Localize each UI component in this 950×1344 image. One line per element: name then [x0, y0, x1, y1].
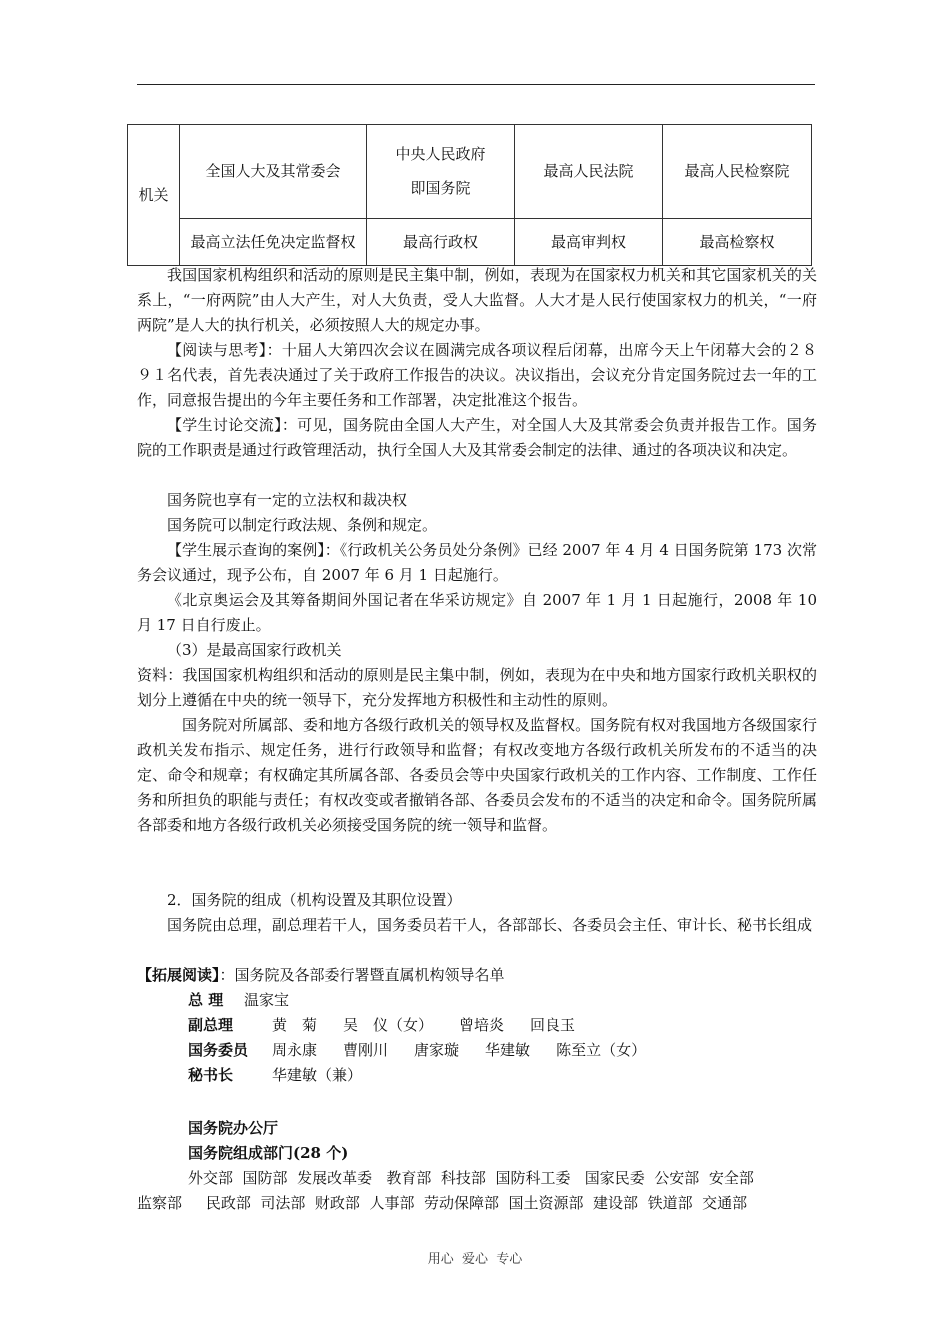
premier-label: 总 理 — [188, 991, 224, 1009]
secretary-row — [188, 1063, 362, 1088]
table-row — [128, 218, 812, 265]
vice-premier-label: 副总理 — [188, 1016, 234, 1034]
page-footer: 用心 爱心 专心 — [427, 1252, 523, 1267]
table-cell: 最高人民检察院 — [663, 125, 812, 219]
office-heading: 国务院办公厅 — [188, 1119, 279, 1137]
paragraph: 资料：我国国家机构组织和活动的原则是民主集中制，例如，表现为在中央和地方国家行政机关职权的划分上遵循在中央的统一领导下，充分发挥地方积极性和主动性的原则。 — [137, 666, 817, 709]
secretary-label: 秘书长 — [188, 1066, 234, 1084]
councilor-label: 国务委员 — [188, 1041, 249, 1059]
table-cell: 最高行政权 — [367, 218, 515, 265]
premier-name: 温家宝 — [244, 991, 290, 1009]
person-name: 曾培炎 — [459, 1016, 505, 1034]
paragraph: 国务院可以制定行政法规、条例和规定。 — [167, 516, 438, 534]
paragraph: 【阅读与思考】：十届人大第四次会议在圆满完成各项议程后闭幕，出席今天上午闭幕大会的２８９１名代表，首先表决通过了关于政府工作报告的决议。决议指出，会议充分肯定国务院过去一年的工作，同意报告提出的今年主要任务和工作部署，决定批准这个报告。 — [137, 341, 817, 409]
paragraph: 国务院也享有一定的立法权和裁决权 — [167, 491, 408, 509]
table-cell: 中央人民政府即国务院 — [367, 125, 515, 219]
paragraph: 【学生展示查询的案例】：《行政机关公务员处分条例》已经 2007 年 4 月 4 日国务院第 173 次常务会议通过，现予公布，自 2007 年 6 月 1 日起施行。 — [137, 541, 817, 584]
person-name: 吴 仪（女） — [343, 1016, 434, 1034]
paragraph: 我国国家机构组织和活动的原则是民主集中制，例如，表现为在国家权力机关和其它国家机关的关系上，“一府两院”由人大产生，对人大负责，受人大监督。人大才是人民行使国家权力的机关，“一府两院”是人大的执行机关，必须按照人大的规定办事。 — [137, 266, 817, 334]
paragraph: 国务院由总理，副总理若干人，国务委员若干人，各部部长、各委员会主任、审计长、秘书长组成 — [167, 916, 813, 934]
row-header-cell: 机关 — [128, 125, 180, 266]
paragraph: 《北京奥运会及其筹备期间外国记者在华采访规定》自 2007 年 1 月 1 日起施行，2008 年 10 月 17 日自行废止。 — [137, 591, 817, 634]
departments-line: 监察部 民政部 司法部 财政部 人事部 劳动保障部 国土资源部 建设部 铁道部 交通部 — [137, 1194, 748, 1212]
departments-line: 外交部 国防部 发展改革委 教育部 科技部 国防科工委 国家民委 公安部 安全部 — [188, 1169, 754, 1187]
header-rule — [137, 84, 815, 85]
person-name: 黄 菊 — [272, 1016, 318, 1034]
table-cell: 全国人大及其常委会 — [180, 125, 367, 219]
table-cell: 最高检察权 — [663, 218, 812, 265]
table-cell: 最高人民法院 — [515, 125, 663, 219]
person-name: 回良玉 — [530, 1016, 576, 1034]
organ-table — [127, 124, 812, 266]
person-name: 曹刚川 — [343, 1041, 389, 1059]
table-cell: 最高审判权 — [515, 218, 663, 265]
extended-reading — [137, 963, 505, 988]
premier-row — [188, 988, 289, 1013]
vice-premier-row — [188, 1013, 601, 1038]
extended-reading-label: 【拓展阅读】 — [137, 966, 220, 984]
departments-heading: 国务院组成部门(28 个) — [188, 1144, 349, 1162]
extended-reading-text: ：国务院及各部委行署暨直属机构领导名单 — [219, 966, 505, 984]
paragraph: 【学生讨论交流】：可见，国务院由全国人大产生，对全国人大及其常委会负责并报告工作。国务院的工作职责是通过行政管理活动，执行全国人大及其常委会制定的法律、通过的各项决议和决定。 — [137, 416, 817, 459]
person-name: 华建敏（兼） — [272, 1066, 363, 1084]
councilor-row — [188, 1038, 672, 1063]
table-row — [128, 125, 812, 219]
person-name: 唐家璇 — [414, 1041, 460, 1059]
person-name: 华建敏 — [485, 1041, 531, 1059]
person-name: 陈至立（女） — [556, 1041, 647, 1059]
person-name: 周永康 — [272, 1041, 318, 1059]
section-heading: 2．国务院的组成（机构设置及其职位设置） — [167, 891, 462, 909]
paragraph: 国务院对所属部、委和地方各级行政机关的领导权及监督权。国务院有权对我国地方各级国家行政机关发布指示、规定任务，进行行政领导和监督；有权改变地方各级行政机关所发布的不适当的决定、命令和规章；有权确定其所属各部、各委员会等中央国家行政机关的工作内容、工作制度、工作任务和所担负的职能与责任；有权改变或者撤销各部、各委员会发布的不适当的决定和命令。国务院所属各部委和地方各级行政机关必须接受国务院的统一领导和监督。 — [137, 716, 817, 834]
paragraph: （3）是最高国家行政机关 — [167, 641, 342, 659]
table-cell: 最高立法任免决定监督权 — [180, 218, 367, 265]
